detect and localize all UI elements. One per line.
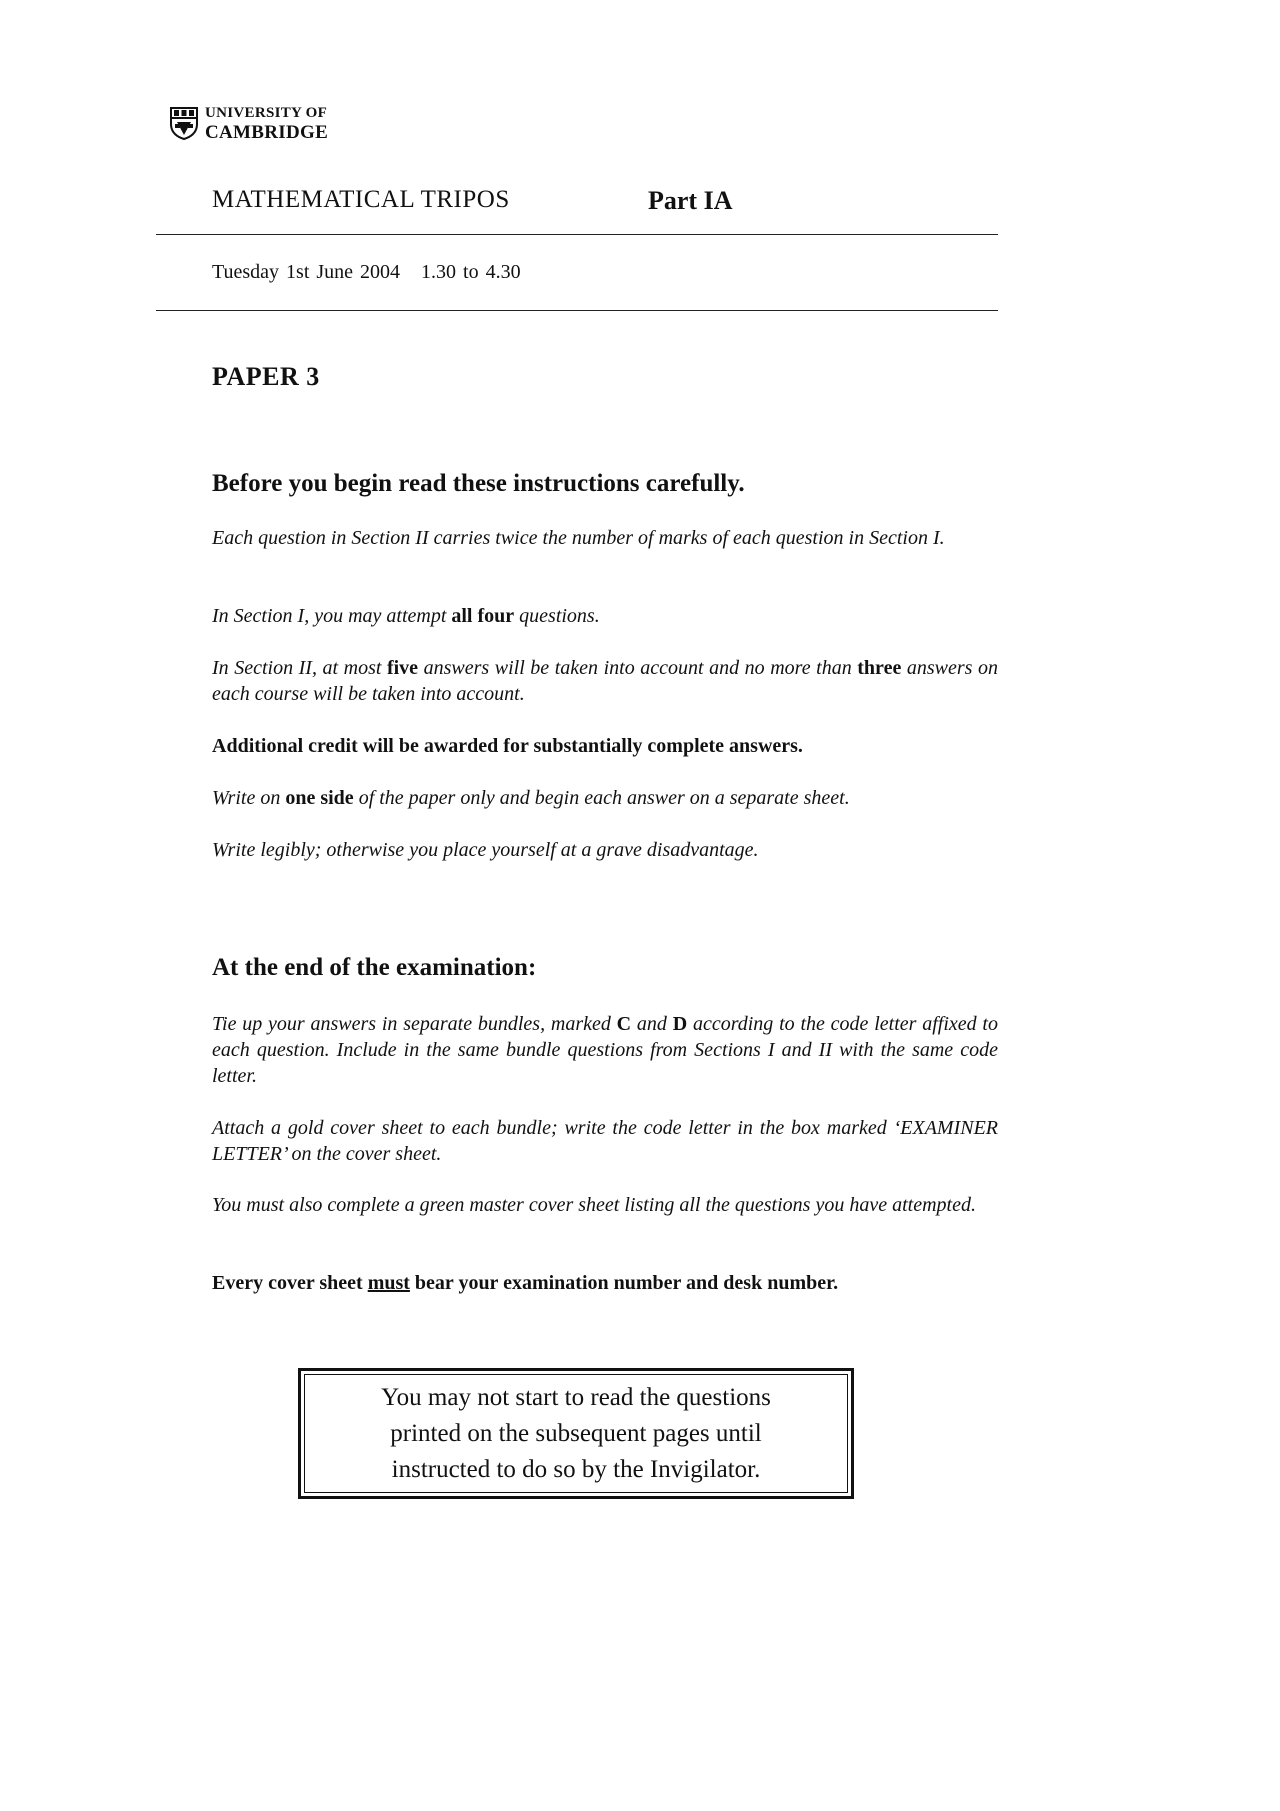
instruction-text: Tie up your answers in separate bundles, marked bbox=[212, 1013, 617, 1035]
instruction-text: In Section I, you may attempt bbox=[212, 605, 452, 627]
invigilator-notice-box bbox=[298, 1368, 854, 1499]
bottom-divider bbox=[156, 310, 998, 311]
instruction-one-side bbox=[212, 785, 998, 811]
code-letter-d: D bbox=[672, 1013, 688, 1035]
instruction-emphasis: three bbox=[857, 657, 902, 679]
instruction-legibly: Write legibly; otherwise you place yourself at a grave disadvantage. bbox=[212, 839, 759, 861]
instruction-underlined: must bbox=[367, 1272, 410, 1294]
instruction-section-one bbox=[212, 603, 998, 629]
instruction-text: questions. bbox=[514, 605, 600, 627]
exam-title: MATHEMATICAL TRIPOS bbox=[212, 186, 510, 213]
instructions-heading: Before you begin read these instructions carefully. bbox=[212, 470, 745, 497]
university-crest-icon bbox=[169, 106, 199, 140]
instruction-text: In Section II, at most bbox=[212, 657, 387, 679]
instruction-text: Every cover sheet bbox=[212, 1272, 368, 1294]
instruction-text: bear your examination number and desk number. bbox=[409, 1272, 839, 1294]
exam-date-time: Tuesday 1st June 2004 1.30 to 4.30 bbox=[212, 261, 521, 283]
logo-text-line2: CAMBRIDGE bbox=[205, 122, 329, 143]
instruction-emphasis: all four bbox=[451, 605, 515, 627]
top-divider bbox=[156, 234, 998, 235]
logo-text-line1: UNIVERSITY OF bbox=[205, 105, 328, 121]
notice-line-1: You may not start to read the questions bbox=[381, 1383, 771, 1411]
code-letter-c: C bbox=[616, 1013, 632, 1035]
notice-line-2: printed on the subsequent pages until bbox=[390, 1419, 762, 1447]
instruction-text: Write on bbox=[212, 787, 286, 809]
instruction-credit: Additional credit will be awarded for substantially complete answers. bbox=[212, 735, 803, 757]
instruction-marks: Each question in Section II carries twice the number of marks of each question in Section I. bbox=[212, 527, 945, 549]
instruction-emphasis: five bbox=[386, 657, 419, 679]
end-instruction-gold-sheet: Attach a gold cover sheet to each bundle; write the code letter in the box marked ‘EXAMINER LETTER’ on the cover sheet. bbox=[212, 1117, 998, 1165]
end-instruction-cover-sheet bbox=[212, 1270, 998, 1296]
instruction-text: and bbox=[631, 1013, 673, 1035]
instruction-text: according to the code letter affixed to each question. Include in the same bundle questions from Sections I and II with the same code letter. bbox=[212, 1013, 998, 1087]
instruction-section-two bbox=[212, 655, 998, 707]
university-logo bbox=[169, 104, 328, 142]
instruction-text: answers will be taken into account and no more than bbox=[418, 657, 858, 679]
notice-line-3: instructed to do so by the Invigilator. bbox=[391, 1455, 761, 1483]
instruction-text: answers on each course will be taken into account. bbox=[212, 657, 999, 705]
end-instruction-bundles bbox=[212, 1011, 998, 1089]
instruction-text: of the paper only and begin each answer on a separate sheet. bbox=[353, 787, 850, 809]
end-instruction-green-sheet: You must also complete a green master cover sheet listing all the questions you have attempted. bbox=[212, 1194, 976, 1216]
end-section-heading: At the end of the examination: bbox=[212, 954, 537, 981]
exam-part: Part IA bbox=[648, 186, 733, 215]
instruction-emphasis: one side bbox=[285, 787, 354, 809]
paper-number: PAPER 3 bbox=[212, 362, 320, 391]
